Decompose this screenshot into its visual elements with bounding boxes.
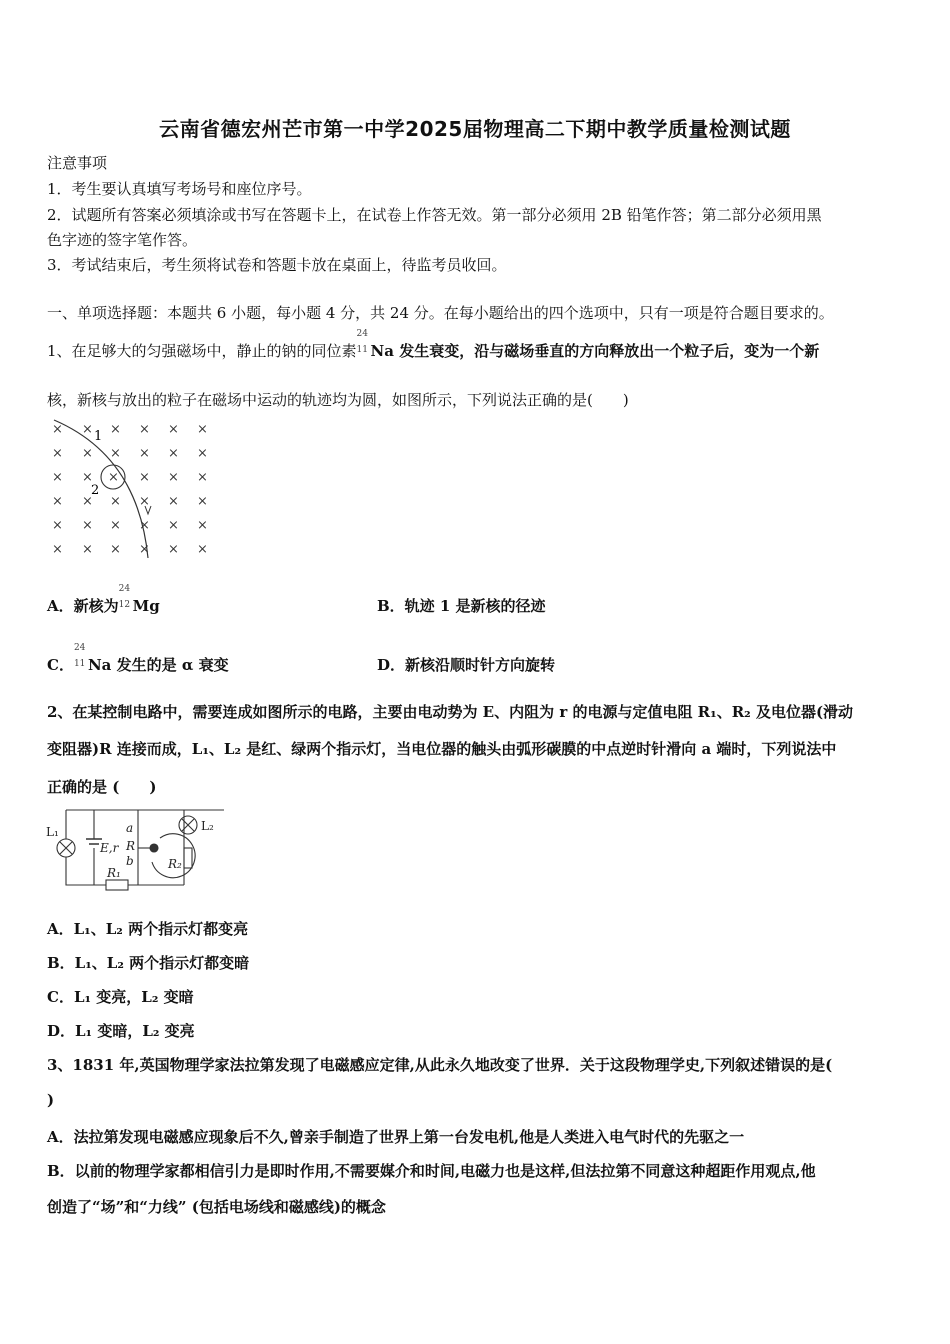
resistor-r1 — [106, 880, 128, 890]
lamp-l1-cross — [60, 842, 72, 854]
q2-option-d[interactable]: D．L₁ 变暗，L₂ 变亮 — [47, 1022, 195, 1040]
q2-line-3: 正确的是 ( ) — [47, 778, 157, 796]
section-heading: 一、单项选择题：本题共 6 小题，每小题 4 分，共 24 分。在每小题给出的四个选项中，只有一项是符合题目要求的。 — [47, 304, 834, 322]
svg-text:×: × — [197, 542, 208, 557]
svg-text:×: × — [168, 470, 179, 485]
svg-text:×: × — [82, 542, 93, 557]
q1-option-d[interactable]: D．新核沿顺时针方向旋转 — [377, 656, 556, 674]
svg-text:×: × — [82, 494, 93, 509]
page-title: 云南省德宏州芒市第一中学2025届物理高二下期中教学质量检测试题 — [159, 117, 791, 141]
svg-text:×: × — [197, 446, 208, 461]
q2-line-1: 2、在某控制电路中，需要连成如图所示的电路，主要由电动势为 E、内阻为 r 的电源与定值电阻 R₁、R₂ 及电位器(滑动 — [47, 703, 854, 721]
notice-item-3: 3．考试结束后，考生须将试卷和答题卡放在桌面上，待监考员收回。 — [47, 256, 507, 274]
notice-heading: 注意事项 — [47, 154, 108, 172]
svg-text:×: × — [82, 446, 93, 461]
svg-text:×: × — [168, 518, 179, 533]
label-r1: R₁ — [107, 866, 121, 880]
label-b: b — [126, 854, 134, 868]
label-l2: L₂ — [201, 819, 214, 833]
svg-text:×: × — [197, 518, 208, 533]
svg-text:×: × — [139, 422, 150, 437]
svg-text:×: × — [197, 470, 208, 485]
q1-line-1 — [47, 329, 820, 361]
svg-text:×: × — [110, 422, 121, 437]
q3-line-2: ) — [47, 1091, 55, 1109]
label-r: R — [126, 839, 136, 853]
svg-text:×: × — [52, 470, 63, 485]
label-r2: R₂ — [168, 857, 182, 871]
svg-text:×: × — [110, 518, 121, 533]
notice-item-1: 1．考生要认真填写考场号和座位序号。 — [47, 180, 312, 198]
svg-text:×: × — [82, 518, 93, 533]
q1-option-a[interactable]: A．新核为 24 12 Mg — [47, 584, 160, 615]
svg-text:×: × — [168, 494, 179, 509]
svg-text:×: × — [108, 470, 119, 485]
notice-item-2b: 色字迹的签字笔作答。 — [47, 231, 198, 249]
q3-option-b-line-2: 创造了“场”和“力线” (包括电场线和磁感线)的概念 — [47, 1198, 386, 1216]
svg-text:×: × — [110, 494, 121, 509]
na-isotope-symbol-c: 24 11 — [73, 643, 86, 669]
q1-option-c[interactable]: C． 24 11 Na 发生的是 α 衰变 — [47, 643, 229, 674]
q2-option-a[interactable]: A．L₁、L₂ 两个指示灯都变亮 — [47, 920, 249, 938]
q1-text-a: 1、在足够大的匀强磁场中，静止的钠的同位素 — [47, 342, 357, 360]
trajectory-label-2: 2 — [91, 483, 100, 498]
svg-text:×: × — [197, 422, 208, 437]
q1-line-2: 核，新核与放出的粒子在磁场中运动的轨迹均为圆，如图所示，下列说法正确的是( ) — [47, 391, 629, 409]
na-isotope-symbol: 24 11 — [356, 329, 368, 355]
q2-line-2: 变阻器)R 连接而成，L₁、L₂ 是红、绿两个指示灯，当电位器的触头由弧形碳膜的中点逆时针滑向 a 端时，下列说法中 — [47, 740, 837, 758]
q1-text-b: Na 发生衰变，沿与磁场垂直的方向释放出一个粒子后，变为一个新 — [370, 342, 820, 360]
resistor-r2 — [184, 848, 192, 868]
q3-option-a[interactable]: A．法拉第发现电磁感应现象后不久,曾亲手制造了世界上第一台发电机,他是人类进入电气时代的先驱之一 — [47, 1128, 745, 1146]
mg-isotope-symbol: 24 12 — [118, 584, 131, 610]
label-l1: L₁ — [46, 825, 59, 839]
svg-text:×: × — [139, 542, 150, 557]
q3-line-1: 3、1831 年,英国物理学家法拉第发现了电磁感应定律,从此永久地改变了世界．关于这段物理学史,下列叙述错误的是( — [47, 1056, 833, 1074]
trajectory-label-1: 1 — [94, 429, 103, 444]
left-wire — [66, 810, 184, 885]
q1-option-b[interactable]: B．轨迹 1 是新核的径迹 — [377, 597, 546, 615]
potentiometer-knob — [150, 844, 158, 852]
svg-text:×: × — [139, 518, 150, 533]
label-er: E,r — [100, 841, 119, 855]
svg-text:×: × — [168, 422, 179, 437]
q3-option-b-line-1[interactable]: B．以前的物理学家都相信引力是即时作用,不需要媒介和时间,电磁力也是这样,但法拉第不同意这种超距作用观点,他 — [47, 1162, 816, 1180]
svg-text:×: × — [52, 518, 63, 533]
svg-text:×: × — [168, 446, 179, 461]
svg-text:×: × — [168, 542, 179, 557]
q2-option-c[interactable]: C．L₁ 变亮，L₂ 变暗 — [47, 988, 194, 1006]
notice-item-2a: 2．试题所有答案必须填涂或书写在答题卡上，在试卷上作答无效。第一部分必须用 2B 铅笔作答；第二部分必须用黑 — [47, 206, 822, 224]
svg-text:×: × — [139, 470, 150, 485]
q2-circuit-figure — [44, 808, 224, 892]
svg-text:×: × — [110, 542, 121, 557]
q2-option-b[interactable]: B．L₁、L₂ 两个指示灯都变暗 — [47, 954, 250, 972]
svg-text:×: × — [139, 494, 150, 509]
svg-text:×: × — [82, 470, 93, 485]
label-a: a — [126, 821, 134, 835]
svg-text:×: × — [197, 494, 208, 509]
svg-text:×: × — [52, 446, 63, 461]
svg-text:×: × — [52, 542, 63, 557]
svg-text:×: × — [139, 446, 150, 461]
potentiometer-arc — [152, 834, 195, 878]
svg-text:×: × — [82, 422, 93, 437]
svg-text:×: × — [110, 446, 121, 461]
q1-magnetic-field-figure — [40, 418, 220, 560]
svg-text:×: × — [52, 422, 63, 437]
svg-text:×: × — [52, 494, 63, 509]
